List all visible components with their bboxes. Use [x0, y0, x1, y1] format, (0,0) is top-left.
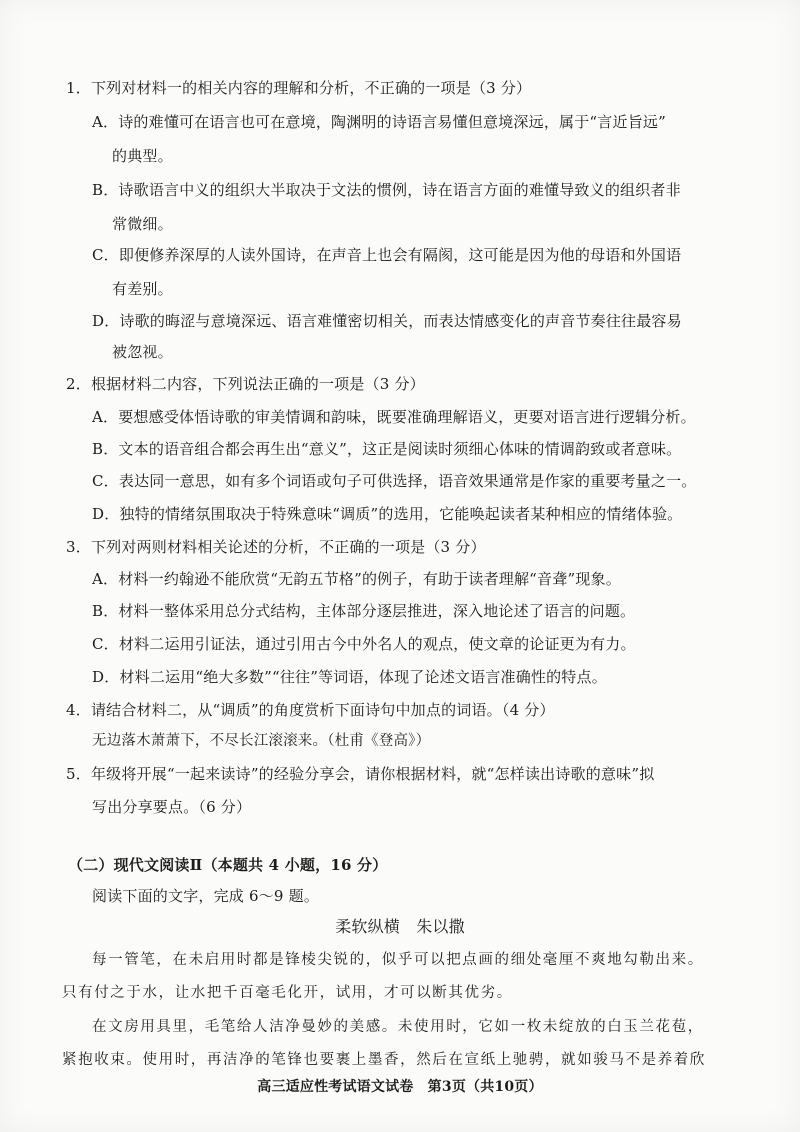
section-instruction: 阅读下面的文字，完成 6～9 题。	[92, 887, 320, 905]
question-5-stem: 5．年级将开展“一起来读诗”的经验分享会，请你根据材料，就“怎样读出诗歌的意味”拟	[66, 765, 655, 783]
question-3-option-b: B．材料一整体采用总分式结构，主体部分逐层推进，深入地论述了语言的问题。	[92, 602, 636, 620]
article-paragraph-line: 紧抱收束。使用时，再洁净的笔锋也要裹上墨香，然后在宣纸上驰骋，就如骏马不是养着欣	[62, 1052, 706, 1068]
question-1-option-d: D．诗歌的晦涩与意境深远、语言难懂密切相关，而表达情感变化的声音节奏往往最容易	[92, 312, 682, 330]
question-4-stem: 4．请结合材料二，从“调质”的角度赏析下面诗句中加点的词语。（4 分）	[66, 701, 555, 719]
article-title: 柔软纵横 朱以撒	[335, 917, 465, 936]
article-paragraph-line: 在文房用具里，毛笔给人洁净曼妙的美感。未使用时，它如一枚未绽放的白玉兰花苞，	[92, 1019, 704, 1035]
section-heading: （二）现代文阅读Ⅱ（本题共 4 小题，16 分）	[68, 856, 388, 874]
question-1-option-c-cont: 有差别。	[112, 280, 173, 298]
question-3-stem: 3．下列对两则材料相关论述的分析，不正确的一项是（3 分）	[66, 538, 486, 556]
question-2-option-d: D．独特的情绪氛围取决于特殊意味“调质”的选用，它能唤起读者某种相应的情绪体验。	[92, 505, 683, 523]
question-3-option-d: D．材料二运用“绝大多数”“往往”等词语，体现了论述文语言准确性的特点。	[92, 668, 607, 686]
question-3-option-a: A．材料一约翰逊不能欣赏“无韵五节格”的例子，有助于读者理解“音聋”现象。	[92, 570, 621, 588]
question-1-option-c: C．即便修养深厚的人读外国诗，在声音上也会有隔阂，这可能是因为他的母语和外国语	[92, 246, 682, 264]
question-1-option-d-cont: 被忽视。	[112, 343, 173, 361]
question-2-stem: 2．根据材料二内容，下列说法正确的一项是（3 分）	[66, 375, 425, 393]
article-paragraph-line: 每一管笔，在未启用时都是锋棱尖锐的，似乎可以把点画的细处毫厘不爽地勾勒出来。	[92, 952, 704, 968]
question-1-option-b-cont: 常微细。	[112, 215, 173, 233]
question-2-option-b: B．文本的语音组合都会再生出“意义”，这正是阅读时须细心体味的情调韵致或者意味。	[92, 440, 682, 458]
question-5-stem-cont: 写出分享要点。（6 分）	[92, 798, 252, 816]
question-1-option-b: B．诗歌语言中义的组织大半取决于文法的惯例，诗在语言方面的难懂导致义的组织者非	[92, 181, 681, 199]
page-footer: 高三适应性考试语文试卷 第3页（共10页）	[257, 1079, 543, 1095]
question-4-poem-line: 无边落木萧萧下，不尽长江滚滚来。（杜甫《登高》）	[92, 733, 431, 749]
question-1-option-a-cont: 的典型。	[112, 147, 173, 165]
question-1-stem: 1．下列对材料一的相关内容的理解和分析，不正确的一项是（3 分）	[66, 79, 532, 97]
question-3-option-c: C．材料二运用引证法，通过引用古今中外名人的观点，使文章的论证更为有力。	[92, 635, 636, 653]
article-paragraph-line: 只有付之于水，让水把千百毫毛化开，试用，才可以断其优劣。	[62, 985, 513, 1001]
question-1-option-a: A．诗的难懂可在语言也可在意境，陶渊明的诗语言易懂但意境深远，属于“言近旨远”	[92, 113, 666, 131]
question-2-option-c: C．表达同一意思，如有多个词语或句子可供选择，语音效果通常是作家的重要考量之一。	[92, 472, 697, 490]
question-2-option-a: A．要想感受体悟诗歌的审美情调和韵味，既要准确理解语义，更要对语言进行逻辑分析。	[92, 408, 696, 426]
